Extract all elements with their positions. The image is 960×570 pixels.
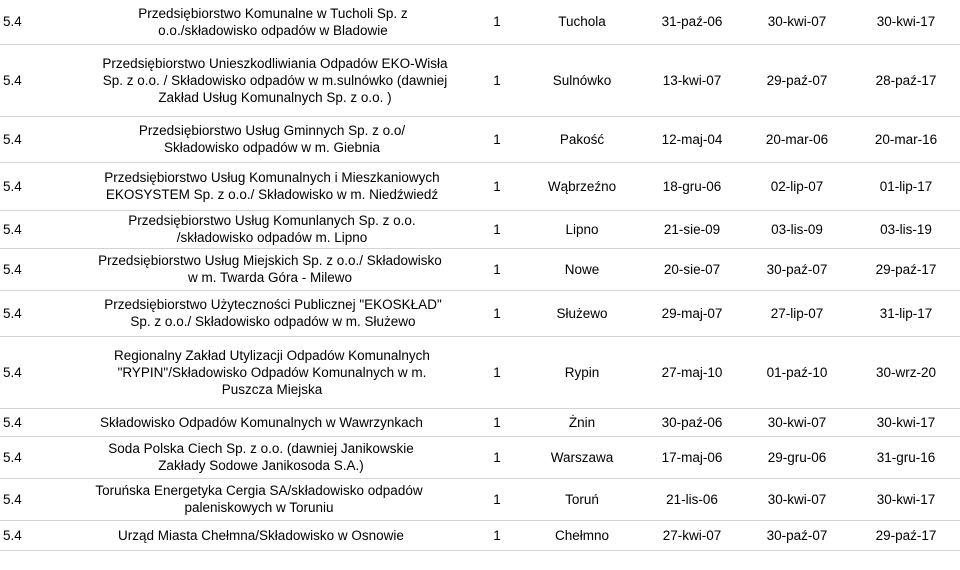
city-cell: Tuchola [558,14,606,30]
date-issued-cell: 30-paź-07 [766,261,828,277]
date-issued-cell: 29-paź-07 [766,72,828,88]
date-expiry-cell: 31-gru-16 [876,449,936,465]
table-row [0,290,960,336]
city-cell: Rypin [564,364,600,380]
date-issued-cell: 30-kwi-07 [767,491,827,507]
count-cell: 1 [493,261,501,277]
code-cell: 5.4 [3,414,22,430]
table-row [0,248,960,290]
code-cell: 5.4 [3,527,22,543]
count-cell: 1 [493,414,501,430]
date-expiry-cell: 29-paź-17 [875,261,937,277]
date-expiry-cell: 20-mar-16 [874,131,938,147]
date-expiry-cell: 01-lip-17 [879,178,933,194]
date-expiry-cell: 30-wrz-20 [875,364,937,380]
date-expiry-cell: 30-kwi-17 [876,14,936,30]
code-cell: 5.4 [3,449,22,465]
date-start-cell: 20-sie-07 [663,261,721,277]
code-cell: 5.4 [3,261,22,277]
city-cell: Wąbrzeźno [547,178,617,194]
date-expiry-cell: 30-kwi-17 [876,414,936,430]
date-expiry-cell: 03-lis-19 [880,221,932,237]
count-cell: 1 [493,131,501,147]
facility-name-cell: Przedsiębiorstwo Usług Miejskich Sp. z o.o./ Składowisko w m. Twarda Góra - Milewo [98,253,442,285]
date-issued-cell: 01-paź-10 [766,364,828,380]
city-cell: Nowe [564,261,600,277]
table-row [0,520,960,550]
code-cell: 5.4 [3,14,22,30]
date-start-cell: 29-maj-07 [661,305,723,321]
table-row [0,336,960,408]
facility-name-cell: Składowisko Odpadów Komunalnych w Wawrzynkach [100,414,423,430]
count-cell: 1 [493,14,501,30]
city-cell: Toruń [565,491,599,507]
date-start-cell: 27-maj-10 [661,364,723,380]
count-cell: 1 [493,527,501,543]
table-row [0,436,960,478]
count-cell: 1 [493,449,501,465]
date-start-cell: 30-paź-06 [661,414,723,430]
table-row [0,0,960,44]
date-issued-cell: 02-lip-07 [770,178,824,194]
date-expiry-cell: 29-paź-17 [875,527,937,543]
date-issued-cell: 03-lis-09 [771,221,823,237]
date-start-cell: 13-kwi-07 [662,72,722,88]
table-row [0,478,960,520]
code-cell: 5.4 [3,491,22,507]
date-start-cell: 18-gru-06 [662,178,722,194]
table-row [0,408,960,436]
date-issued-cell: 30-kwi-07 [767,414,827,430]
facility-name-cell: Toruńska Energetyka Cergia SA/składowisko odpadów paleniskowych w Toruniu [95,483,423,515]
date-start-cell: 12-maj-04 [661,131,723,147]
facility-name-cell: Przedsiębiorstwo Unieszkodliwiania Odpadów EKO-Wisła Sp. z o.o. / Składowisko odpadów w m.sulnówko (dawniej Zakład Usług Komunalnych Sp. z o.o. ) [102,55,448,105]
count-cell: 1 [493,491,501,507]
city-cell: Chełmno [554,527,610,543]
date-issued-cell: 20-mar-06 [765,131,829,147]
facility-name-cell: Przedsiębiorstwo Usług Komunalnych i Mieszkaniowych EKOSYSTEM Sp. z o.o./ Składowisko w m. Niedźwiedź [104,170,440,202]
date-start-cell: 17-maj-06 [661,449,723,465]
facility-name-cell: Soda Polska Ciech Sp. z o.o. (dawniej Janikowskie Zakłady Sodowe Janikosoda S.A.) [108,441,414,473]
date-expiry-cell: 28-paź-17 [875,72,937,88]
date-issued-cell: 30-kwi-07 [767,14,827,30]
facility-name-cell: Przedsiębiorstwo Komunalne w Tucholi Sp. z o.o./składowisko odpadów w Bladowie [138,5,408,38]
code-cell: 5.4 [3,221,22,237]
facility-name-cell: Przedsiębiorstwo Usług Gminnych Sp. z o.o/ Składowisko odpadów w m. Giebnia [138,123,406,155]
facility-name-cell: Urząd Miasta Chełmna/Składowisko w Osnowie [118,527,404,543]
count-cell: 1 [493,305,501,321]
code-cell: 5.4 [3,131,22,147]
date-expiry-cell: 31-lip-17 [879,305,933,321]
code-cell: 5.4 [3,305,22,321]
count-cell: 1 [493,221,501,237]
date-start-cell: 21-sie-09 [663,221,721,237]
date-start-cell: 21-lis-06 [666,491,718,507]
city-cell: Żnin [568,414,596,430]
city-cell: Pakość [559,131,605,147]
city-cell: Warszawa [550,449,614,465]
facility-name-cell: Przedsiębiorstwo Usług Komunlanych Sp. z o.o. /składowisko odpadów m. Lipno [128,213,416,245]
date-start-cell: 31-paź-06 [661,14,723,30]
facility-name-cell: Regionalny Zakład Utylizacji Odpadów Komunalnych "RYPIN"/Składowisko Odpadów Komunalnych w m. Puszcza Miejska [114,347,430,397]
table-row [0,44,960,116]
code-cell: 5.4 [3,72,22,88]
table-row [0,116,960,162]
facility-name-cell: Przedsiębiorstwo Użyteczności Publicznej "EKOSKŁAD" Sp. z o.o./ Składowisko odpadów w m. Służewo [104,297,442,329]
count-cell: 1 [493,72,501,88]
code-cell: 5.4 [3,178,22,194]
date-start-cell: 27-kwi-07 [662,527,722,543]
date-issued-cell: 29-gru-06 [767,449,827,465]
code-cell: 5.4 [3,364,22,380]
date-issued-cell: 27-lip-07 [770,305,824,321]
date-expiry-cell: 30-kwi-17 [876,491,936,507]
date-issued-cell: 30-paź-07 [766,527,828,543]
city-cell: Sulnówko [552,72,612,88]
city-cell: Lipno [565,221,599,237]
city-cell: Służewo [556,305,608,321]
count-cell: 1 [493,178,501,194]
count-cell: 1 [493,364,501,380]
table-row [0,162,960,210]
table-row [0,210,960,248]
